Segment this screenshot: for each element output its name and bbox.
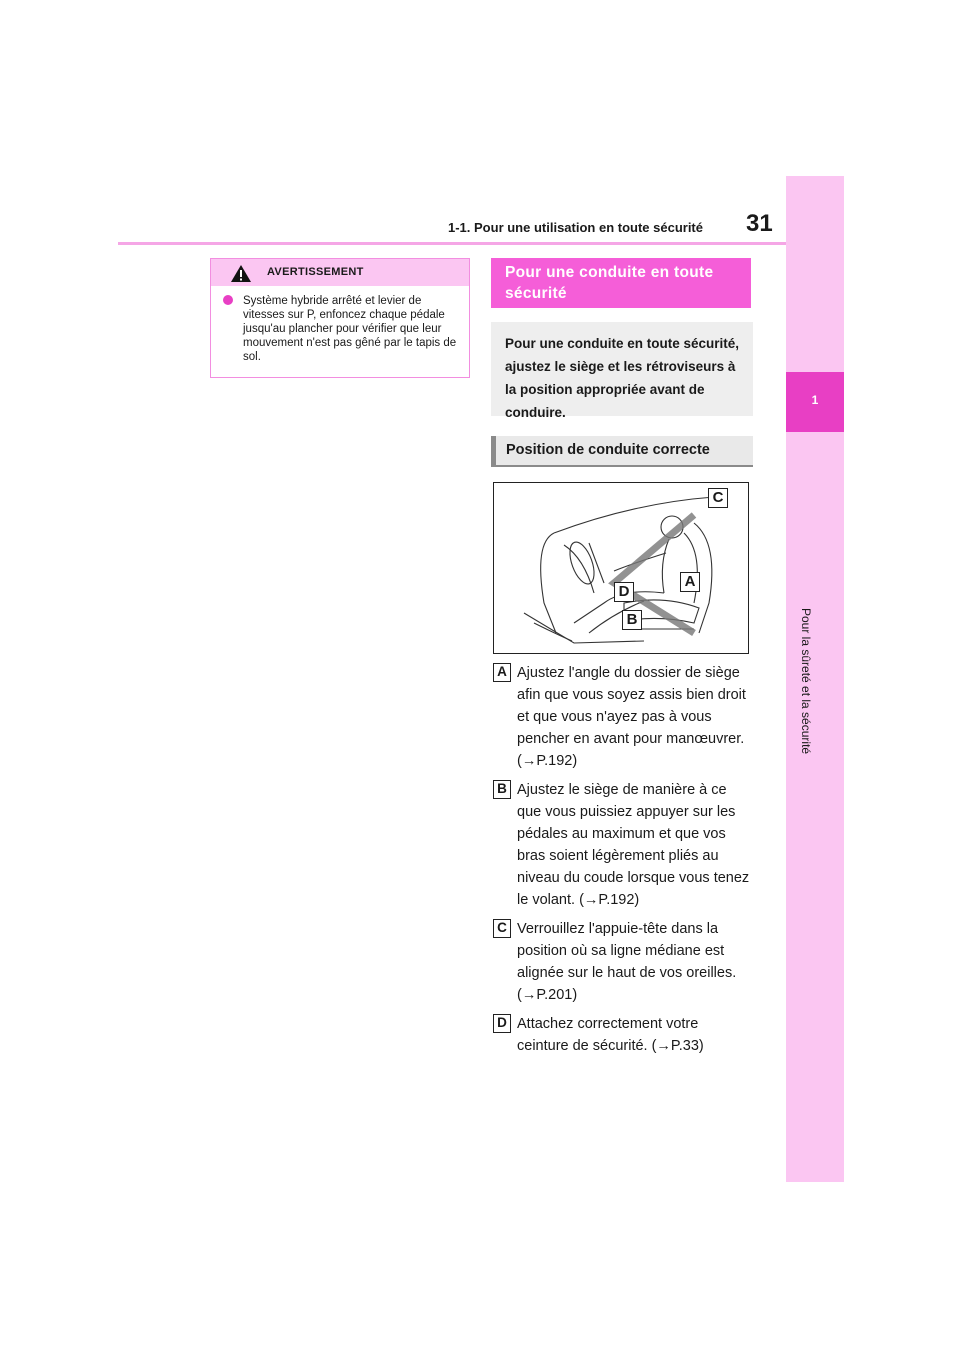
section-heading: Pour une conduite en toute sécurité [491, 258, 751, 308]
subsection-heading: Position de conduite correcte [491, 436, 753, 467]
figure-label-d: D [614, 582, 634, 602]
running-header-title: 1-1. Pour une utilisation en toute sécurité [448, 220, 703, 235]
step-text-a: Ajustez l'angle du dossier de siège afin que vous soyez assis bien droit et que vous n'ayez pas à vous pencher en avant pour manœuvrer. (→P.192) [517, 665, 746, 769]
figure-label-b: B [622, 610, 642, 630]
step-a [493, 662, 753, 772]
warning-item-text: Système hybride arrêté et levier de vitesses sur P, enfoncez chaque pédale jusqu'au plancher pour vérifier que leur mouvement n'est pas gêné par le tapis de sol. [243, 295, 457, 363]
warning-header [211, 259, 469, 286]
page-number: 31 [746, 210, 773, 237]
step-d [493, 1013, 753, 1057]
figure-label-a: A [680, 572, 700, 592]
chapter-title: Pour la sûreté et la sécurité [799, 608, 813, 755]
warning-box [210, 258, 470, 378]
step-c [493, 918, 753, 1006]
step-letter-b: B [493, 780, 511, 799]
step-letter-a: A [493, 663, 511, 682]
warning-title: AVERTISSEMENT [267, 266, 364, 278]
step-text-d: Attachez correctement votre ceinture de sécurité. (→P.33) [517, 1016, 704, 1054]
driving-position-illustration [493, 482, 749, 654]
section-intro: Pour une conduite en toute sécurité, ajustez le siège et les rétroviseurs à la position appropriée avant de conduire. [491, 322, 753, 416]
step-letter-d: D [493, 1014, 511, 1033]
chapter-number: 1 [811, 393, 819, 407]
warning-triangle-icon [230, 264, 252, 283]
header-divider [118, 242, 786, 245]
step-letter-c: C [493, 919, 511, 938]
figure-label-c: C [708, 488, 728, 508]
warning-item [211, 286, 469, 364]
bullet-icon [223, 295, 233, 305]
step-text-b: Ajustez le siège de manière à ce que vous puissiez appuyer sur les pédales au maximum et que vos bras soient légèrement pliés au niveau du coude lorsque vous tenez le volant. (→P.192) [517, 782, 750, 908]
step-text-c: Verrouillez l'appuie-tête dans la position où sa ligne médiane est alignée sur le haut de vos oreilles. (→P.201) [517, 921, 737, 1003]
step-b [493, 779, 753, 911]
